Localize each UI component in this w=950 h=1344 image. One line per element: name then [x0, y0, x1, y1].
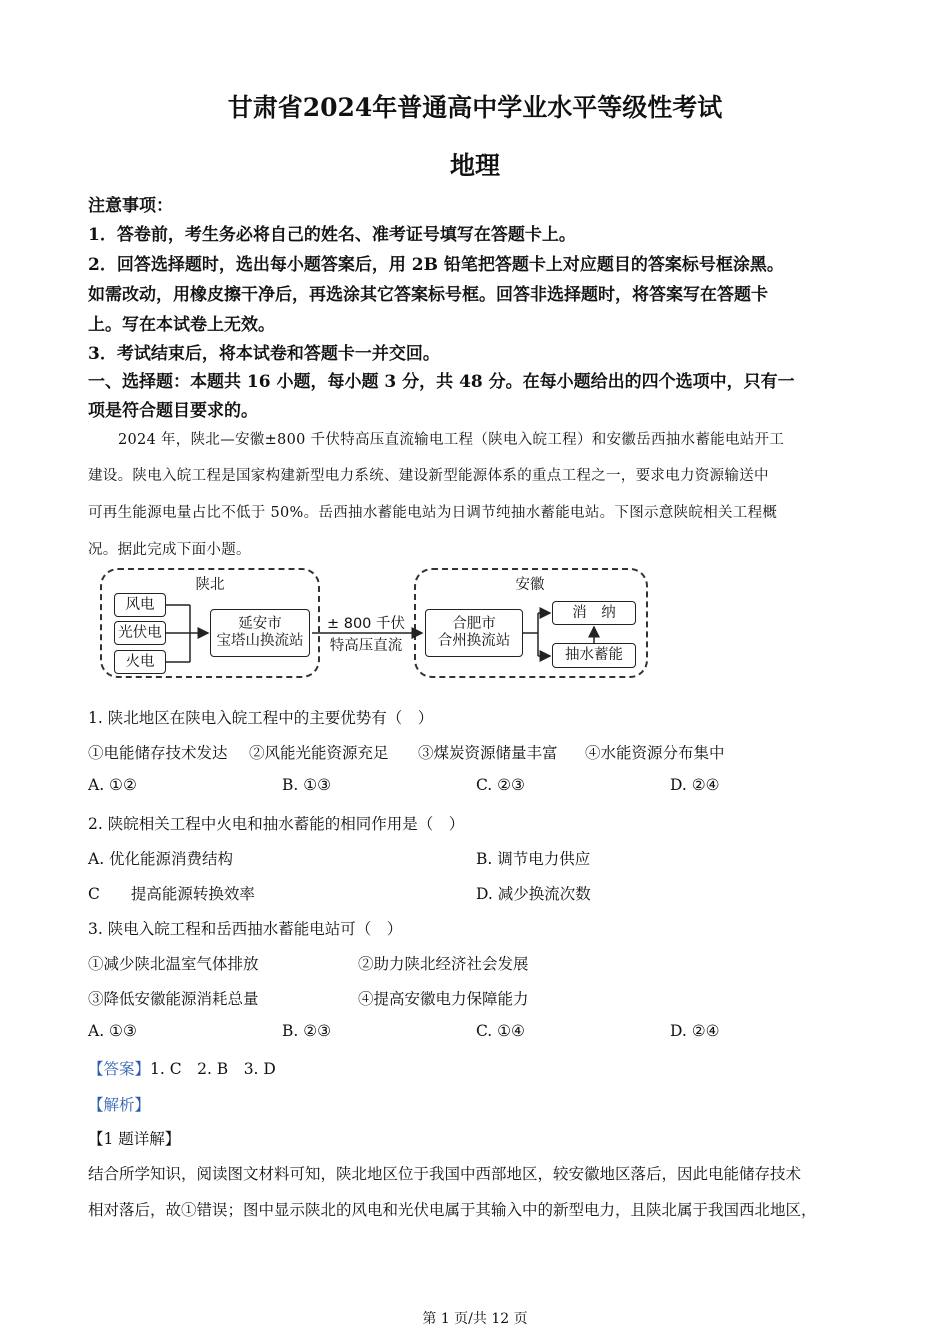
anhui-region-label: 安徽	[515, 577, 545, 593]
page-number: 第 1 页/共 12 页	[422, 1311, 528, 1327]
section-heading: 一、选择题：本题共 16 小题，每小题 3 分，共 48 分。在每小题给出的四个选项中，只有一	[88, 372, 795, 392]
power-transmission-diagram	[100, 568, 650, 680]
question-2-stem: 2. 陕皖相关工程中火电和抽水蓄能的相同作用是（ ）	[88, 815, 465, 833]
notice-item: 如需改动，用橡皮擦干净后，再选涂其它答案标号框。回答非选择题时，将答案写在答题卡	[88, 285, 768, 305]
uhv-dc-label: 特高压直流	[329, 638, 403, 654]
shaanbei-region-label: 陕北	[195, 577, 225, 593]
question-1-statement: ②风能光能资源充足	[249, 744, 389, 762]
question-3-option-d: D. ②④	[670, 1022, 720, 1040]
notice-item: 2．回答选择题时，选出每小题答案后，用 2B 铅笔把答题卡上对应题目的答案标号框涂黑。	[88, 255, 784, 275]
question-1-option-b: B. ①③	[282, 776, 332, 794]
question-1-statement: ③煤炭资源储量丰富	[418, 744, 558, 762]
thermal-power-box: 火电	[114, 650, 166, 674]
consumption-box: 消 纳	[552, 601, 636, 625]
notice-item: 1．答卷前，考生务必将自己的姓名、准考证号填写在答题卡上。	[88, 225, 576, 245]
question-3-option-a: A. ①③	[88, 1022, 137, 1040]
question-1-option-c: C. ②③	[476, 776, 525, 794]
question-2-option-b: B. 调节电力供应	[476, 850, 591, 868]
passage-line: 况。据此完成下面小题。	[88, 542, 251, 558]
answer-text: 1. C 2. B 3. D	[150, 1060, 276, 1078]
hefei-city-label: 合肥市	[452, 616, 496, 632]
exam-title: 甘肃省2024年普通高中学业水平等级性考试	[227, 93, 723, 122]
notice-heading: 注意事项：	[88, 196, 173, 216]
question-3-statement: ①减少陕北温室气体排放	[88, 955, 259, 973]
analysis-line: 相对落后，故①错误；图中显示陕北的风电和光伏电属于其输入中的新型电力，且陕北属于我国西北地区，	[88, 1201, 817, 1219]
question-3-statement: ④提高安徽电力保障能力	[358, 990, 529, 1008]
answer-line	[88, 1057, 276, 1079]
baotashan-station-label: 宝塔山换流站	[216, 633, 304, 649]
question-2-option-c: C 提高能源转换效率	[88, 885, 255, 903]
question-3-option-c: C. ①④	[476, 1022, 525, 1040]
question-2-option-a: A. 优化能源消费结构	[88, 850, 234, 868]
subject-title: 地理	[449, 151, 500, 180]
section-heading: 项是符合题目要求的。	[88, 401, 258, 421]
question-2-option-d: D. 减少换流次数	[476, 885, 591, 903]
question-3-option-b: B. ②③	[282, 1022, 332, 1040]
analysis-detail-tag: 【1 题详解】	[88, 1130, 181, 1148]
passage-line: 可再生能源电量占比不低于 50%。岳西抽水蓄能电站为日调节纯抽水蓄能电站。下图示意陕皖相关工程概	[88, 505, 778, 521]
analysis-tag: 【解析】	[88, 1096, 151, 1114]
solar-power-box: 光伏电	[114, 621, 166, 645]
yanan-city-label: 延安市	[238, 616, 282, 632]
question-1-stem: 1. 陕北地区在陕电入皖工程中的主要优势有（ ）	[88, 709, 434, 727]
wind-power-box: 风电	[114, 593, 166, 617]
question-3-statement: ③降低安徽能源消耗总量	[88, 990, 259, 1008]
pumped-storage-box: 抽水蓄能	[552, 643, 636, 668]
notice-item: 上。写在本试卷上无效。	[88, 315, 275, 335]
hezhou-station-label: 合州换流站	[437, 633, 511, 649]
question-1-statement: ④水能资源分布集中	[585, 744, 725, 762]
passage-line: 2024 年，陕北—安徽±800 千伏特高压直流输电工程（陕电入皖工程）和安徽岳西抽水蓄能电站开工	[118, 432, 785, 448]
question-1-statement: ①电能储存技术发达	[88, 744, 228, 762]
notice-item: 3．考试结束后，将本试卷和答题卡一并交回。	[88, 344, 440, 364]
question-1-option-d: D. ②④	[670, 776, 720, 794]
question-1-option-a: A. ①②	[88, 776, 137, 794]
answer-tag: 【答案】	[88, 1060, 151, 1078]
passage-line: 建设。陕电入皖工程是国家构建新型电力系统、建设新型能源体系的重点工程之一，要求电力资源输送中	[88, 468, 769, 484]
question-3-stem: 3. 陕电入皖工程和岳西抽水蓄能电站可（ ）	[88, 920, 403, 938]
diagram-connector-lines	[100, 568, 650, 680]
analysis-line: 结合所学知识，阅读图文材料可知，陕北地区位于我国中西部地区，较安徽地区落后，因此电能储存技术	[88, 1165, 802, 1183]
question-3-statement: ②助力陕北经济社会发展	[358, 955, 529, 973]
uhv-voltage-label: ± 800 千伏	[326, 616, 406, 632]
